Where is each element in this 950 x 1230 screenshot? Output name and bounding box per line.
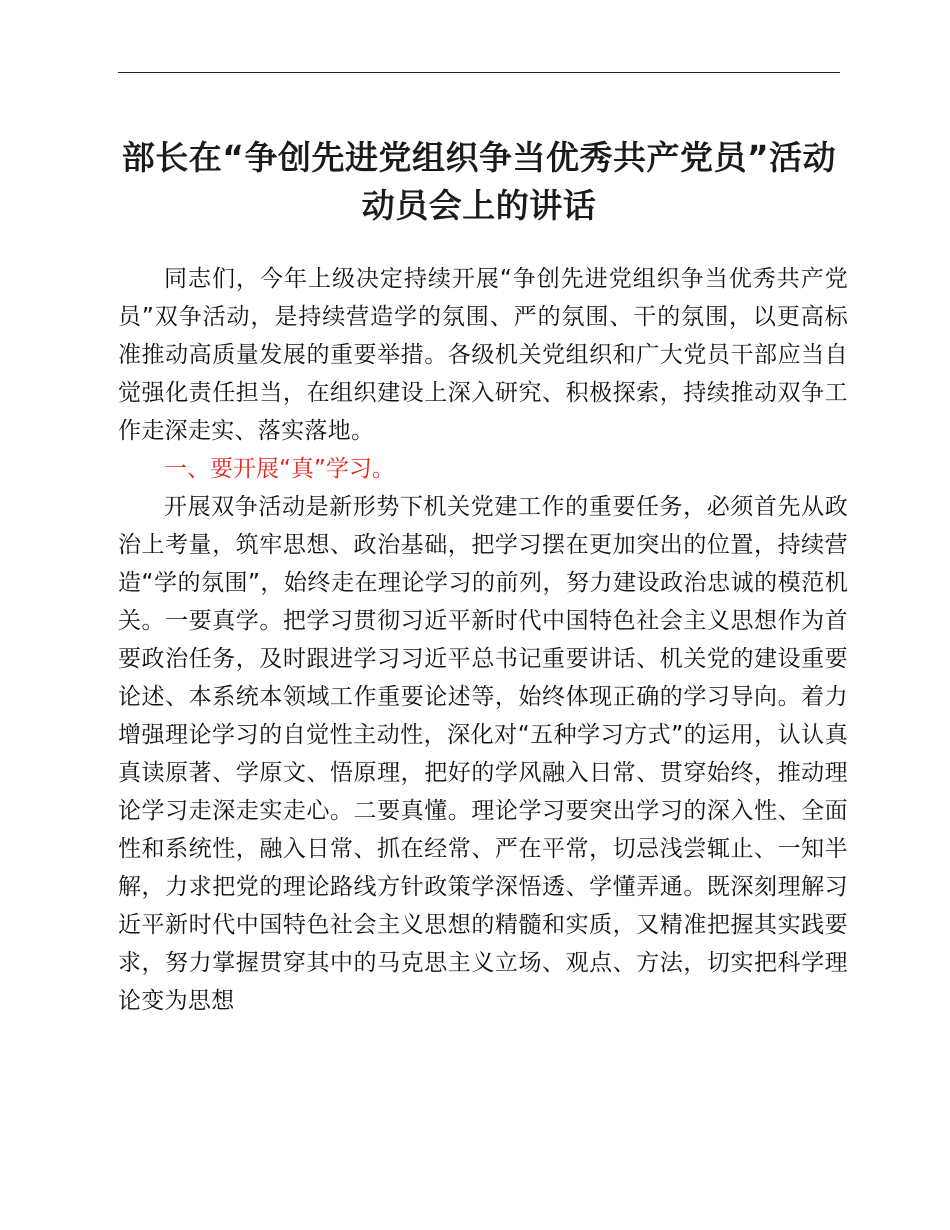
header-rule: [118, 72, 840, 73]
intro-paragraph: 同志们，今年上级决定持续开展“争创先进党组织争当优秀共产党员”双争活动，是持续营造学的氛围、严的氛围、干的氛围，以更高标准推动高质量发展的重要举措。各级机关党组织和广大党员干部应当自觉强化责任担当，在组织建设上深入研究、积极探索，持续推动双争工作走深走实、落实落地。: [118, 266, 848, 444]
section-heading: 一、要开展“真”学习。: [164, 456, 395, 482]
document-title: 部长在“争创先进党组织争当优秀共产党员”活动动员会上的讲话: [121, 138, 837, 225]
document-body: [118, 260, 848, 1020]
section-paragraph: 开展双争活动是新形势下机关党建工作的重要任务，必须首先从政治上考量，筑牢思想、政治基础，把学习摆在更加突出的位置，持续营造“学的氛围”，始终走在理论学习的前列，努力建设政治忠诚的模范机关。一要真学。把学习贯彻习近平新时代中国特色社会主义思想作为首要政治任务，及时跟进学习习近平总书记重要讲话、机关党的建设重要论述、本系统本领域工作重要论述等，始终体现正确的学习导向。着力增强理论学习的自觉性主动性，深化对“五种学习方式”的运用，认认真真读原著、学原文、悟原理，把好的学风融入日常、贯穿始终，推动理论学习走深走实走心。二要真懂。理论学习要突出学习的深入性、全面性和系统性，融入日常、抓在经常、严在平常，切忌浅尝辄止、一知半解，力求把党的理论路线方针政策学深悟透、学懂弄通。既深刻理解习近平新时代中国特色社会主义思想的精髓和实质，又精准把握其实践要求，努力掌握贯穿其中的马克思主义立场、观点、方法，切实把科学理论变为思想: [118, 494, 848, 1014]
